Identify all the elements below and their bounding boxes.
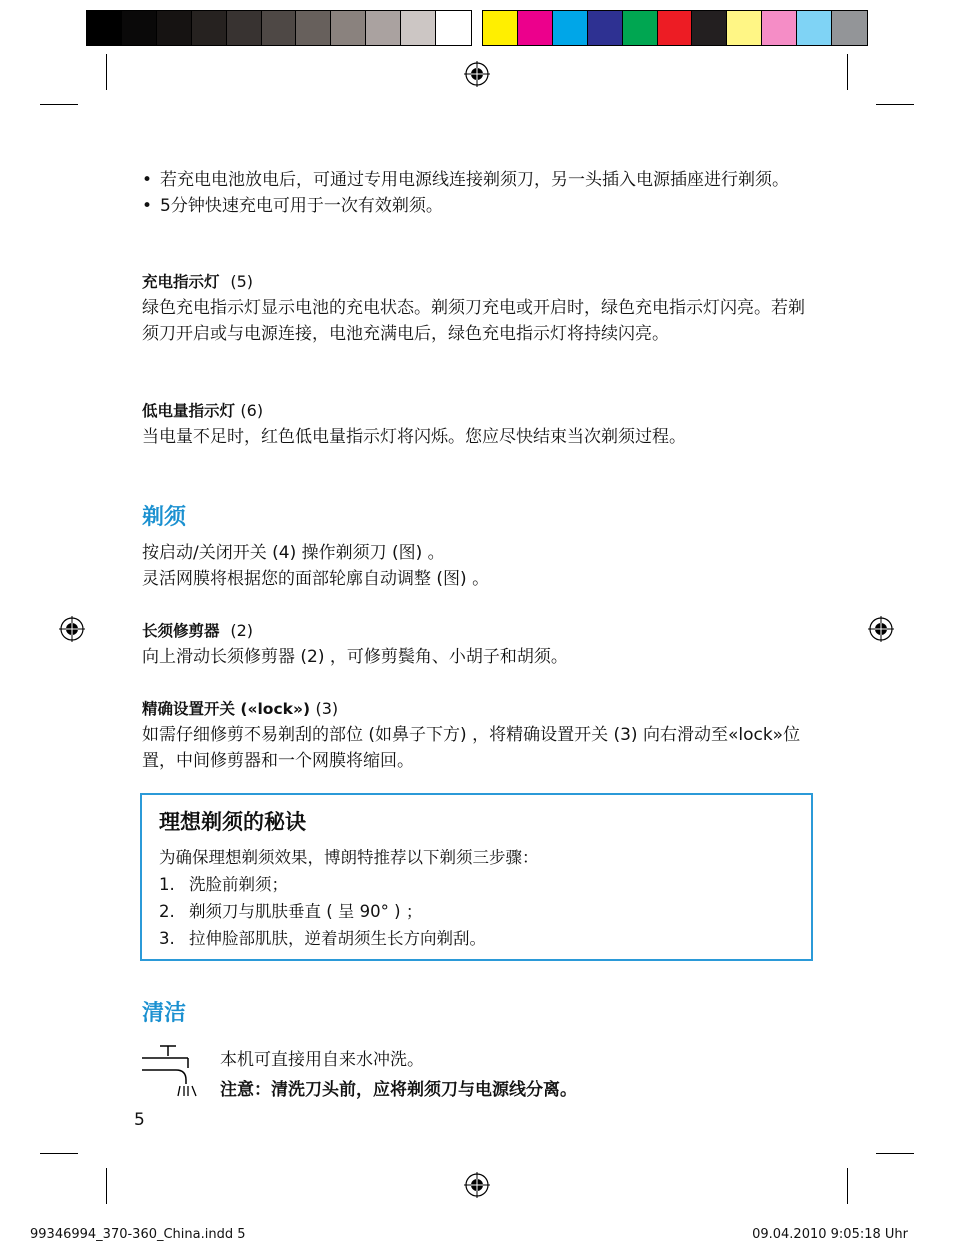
tips-intro: 为确保理想剃须效果，博朗特推荐以下剃须三步骤： [159,848,539,867]
step-number: 1. [159,875,175,894]
color-swatch [658,11,693,45]
trimmer-section [142,618,812,670]
color-swatch [331,11,366,45]
crop-mark [876,1153,914,1154]
color-swatch [518,11,553,45]
precision-text: 如需仔细修剪不易剃刮的部位 (如鼻子下方) ，将精确设置开关 (3) 向右滑动至«lock»位置，中间修剪器和一个网膜将缩回。 [142,725,801,771]
precision-heading [142,696,812,722]
trimmer-heading [142,618,812,644]
footer-filename: 99346994_370-360_China.indd 5 [30,1227,246,1242]
water-tap-icon [140,1044,204,1100]
crop-mark [876,104,914,105]
step-text: 洗脸前剃须； [189,875,288,894]
cleaning-text [220,1045,820,1105]
step-text: 剃须刀与肌肤垂直 ( 呈 90° ) ； [189,902,423,921]
crop-mark [40,104,78,105]
color-swatch [588,11,623,45]
color-swatch [87,11,122,45]
precision-title: 精确设置开关 («lock») [142,700,311,718]
color-calibration-bar [482,10,868,46]
color-swatch [553,11,588,45]
color-swatch [483,11,518,45]
shaving-heading: 剃须 [142,505,187,530]
color-swatch [832,11,867,45]
color-swatch [762,11,797,45]
crop-mark [847,1168,848,1204]
tips-title: 理想剃须的秘诀 [159,810,306,834]
color-swatch [401,11,436,45]
step-text: 拉伸脸部肌肤，逆着胡须生长方向剃刮。 [189,929,486,948]
color-swatch [192,11,227,45]
color-swatch [797,11,832,45]
charge-indicator-ref: (5) [230,272,253,291]
color-swatch [727,11,762,45]
bullet-item: • 5分钟快速充电可用于一次有效剃须。 [142,193,812,219]
color-swatch [623,11,658,45]
charge-indicator-section [142,269,812,347]
trimmer-title: 长须修剪器 [142,622,220,640]
color-swatch [227,11,262,45]
charge-indicator-text: 绿色充电指示灯显示电池的充电状态。剃须刀充电或开启时，绿色充电指示灯闪亮。若剃须刀开启或与电源连接，电池充满电后，绿色充电指示灯将持续闪亮。 [142,298,805,344]
shaving-line: 按启动/关闭开关 (4) 操作剃须刀 (图) 。 [142,543,445,563]
precision-section [142,696,812,774]
precision-ref: (3) [315,699,339,718]
tips-steps [159,871,486,952]
cleaning-section [142,999,812,1029]
color-swatch [692,11,727,45]
step-number: 3. [159,929,175,948]
shaving-line: 灵活网膜将根据您的面部轮廓自动调整 (图) 。 [142,569,490,589]
low-indicator-title: 低电量指示灯 [142,402,236,420]
footer-timestamp: 09.04.2010 9:05:18 Uhr [752,1227,908,1242]
list-item [159,898,486,925]
registration-mark-icon [868,616,894,642]
gray-calibration-bar [86,10,472,46]
cleaning-heading: 清洁 [142,1001,187,1026]
color-swatch [366,11,401,45]
shaving-section [142,503,812,592]
list-item [159,871,486,898]
low-indicator-heading [142,398,812,424]
crop-mark [40,1153,78,1154]
step-number: 2. [159,902,175,921]
registration-mark-icon [464,61,490,87]
cleaning-line: 本机可直接用自来水冲洗。 [220,1050,424,1070]
registration-mark-icon [464,1172,490,1198]
bullet-item: • 若充电电池放电后，可通过专用电源线连接剃须刀，另一头插入电源插座进行剃须。 [142,167,812,193]
color-swatch [262,11,297,45]
color-swatch [296,11,331,45]
color-swatch [436,11,471,45]
crop-mark [106,54,107,90]
page-number: 5 [134,1110,145,1130]
low-indicator-section [142,398,812,450]
trimmer-ref: (2) [230,621,253,640]
crop-mark [847,54,848,90]
crop-mark [106,1168,107,1204]
low-indicator-text: 当电量不足时，红色低电量指示灯将闪烁。您应尽快结束当次剃须过程。 [142,427,686,447]
color-swatch [122,11,157,45]
registration-mark-icon [59,616,85,642]
list-item [159,925,486,952]
low-indicator-ref: (6) [240,401,264,420]
charge-indicator-heading [142,269,812,295]
tips-box [140,793,813,961]
trimmer-text: 向上滑动长须修剪器 (2) ，可修剪鬓角、小胡子和胡须。 [142,647,568,667]
color-swatch [157,11,192,45]
cleaning-warning: 注意：清洗刀头前，应将剃须刀与电源线分离。 [220,1080,577,1100]
charge-indicator-title: 充电指示灯 [142,273,220,291]
battery-notes [142,167,812,219]
